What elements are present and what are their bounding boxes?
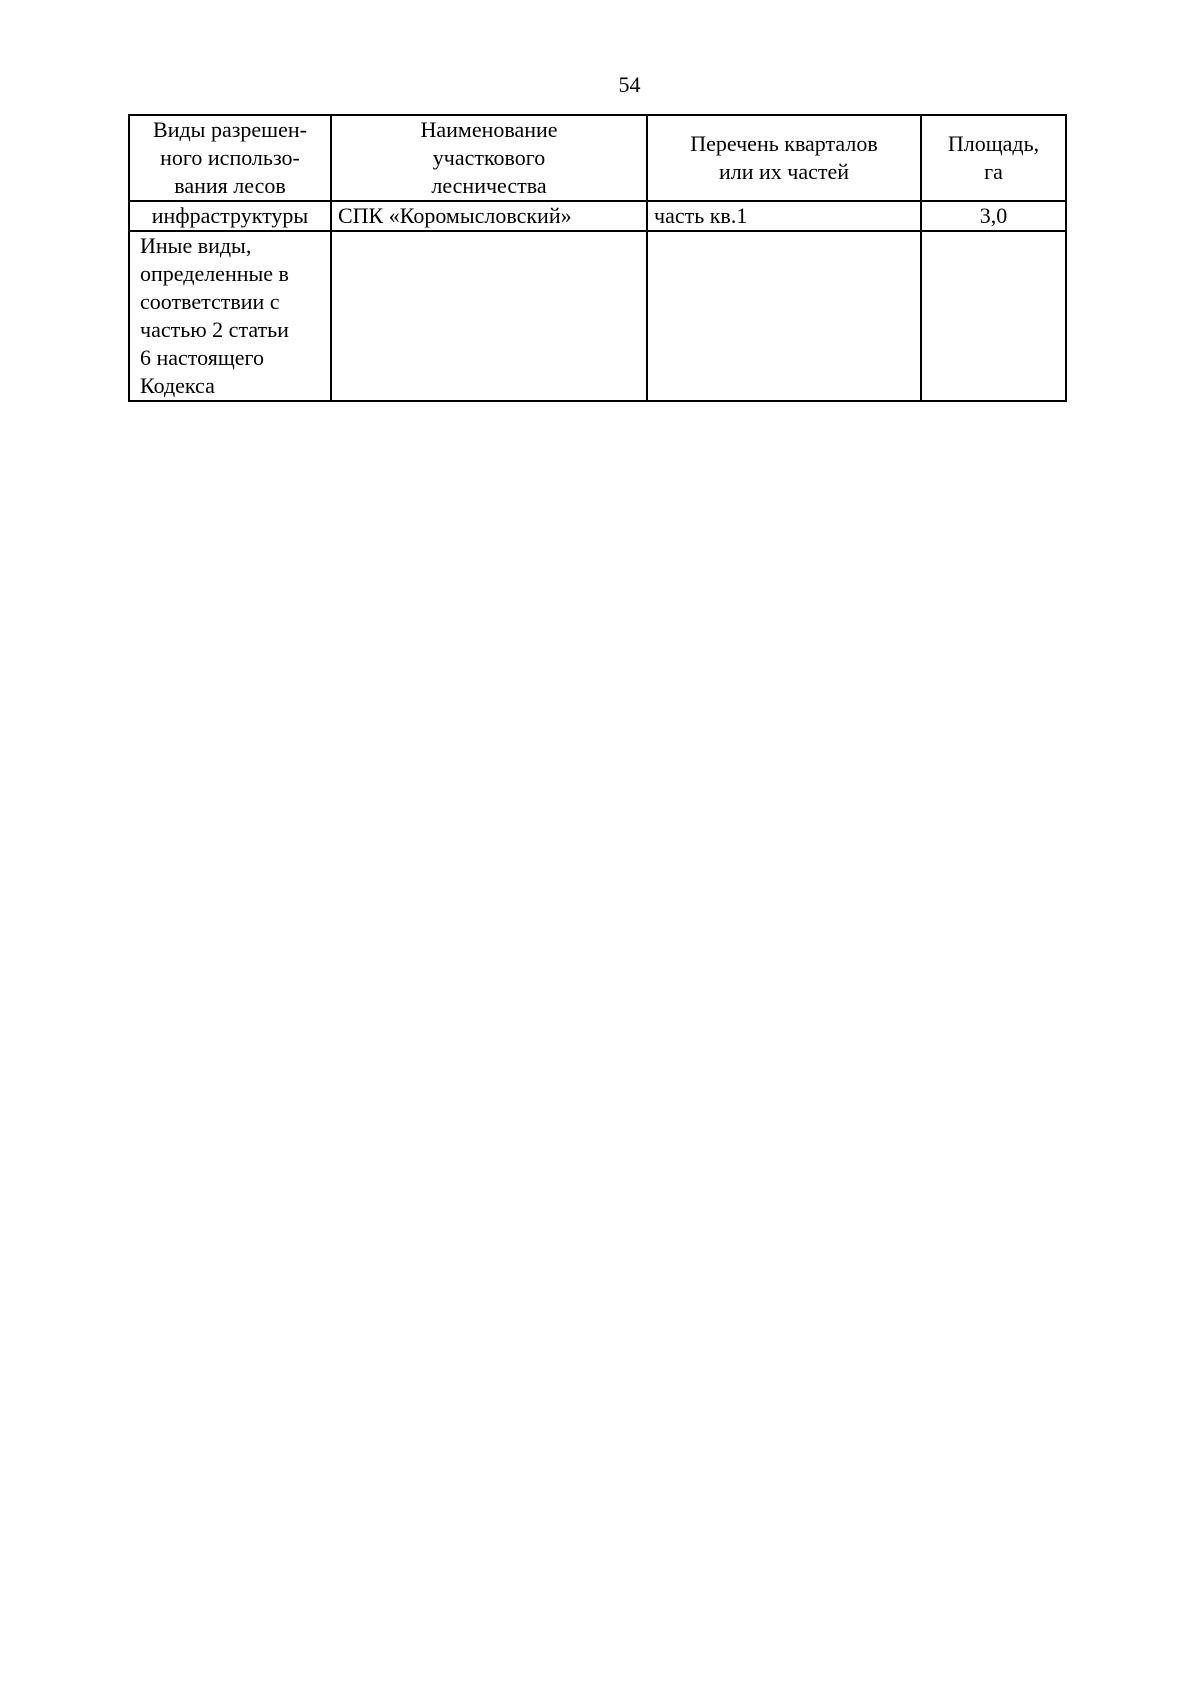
cell-area: 3,0 (921, 201, 1066, 231)
header-line: участкового (432, 145, 546, 170)
header-forestry-name (331, 115, 647, 201)
cell-line: определенные в (140, 261, 289, 286)
cell-forestry-name: СПК «Коромысловский» (331, 201, 647, 231)
cell-line: Кодекса (140, 373, 215, 398)
header-line: Наименование (420, 117, 558, 142)
cell-area (921, 231, 1066, 401)
cell-line: частью 2 статьи (140, 317, 289, 342)
header-line: га (984, 159, 1003, 184)
header-line: Площадь, (947, 131, 1040, 156)
header-use-type (129, 115, 331, 201)
header-line: вания лесов (174, 173, 286, 198)
cell-line: Иные виды, (140, 233, 252, 258)
header-line: Виды разрешен- (153, 117, 307, 142)
forest-use-table (128, 114, 1067, 402)
header-line: Перечень кварталов (690, 131, 878, 156)
page-number: 54 (618, 72, 641, 97)
header-line: или их частей (718, 159, 850, 184)
cell-use-type: инфраструктуры (129, 201, 331, 231)
cell-line: соответствии с (140, 289, 280, 314)
header-quarters-list (647, 115, 921, 201)
cell-forestry-name (331, 231, 647, 401)
table-row (129, 201, 1066, 231)
header-area (921, 115, 1066, 201)
header-line: лесничества (431, 173, 547, 198)
cell-quarters (647, 231, 921, 401)
header-line: ного использо- (160, 145, 300, 170)
cell-quarters: часть кв.1 (647, 201, 921, 231)
table-header-row (129, 115, 1066, 201)
cell-use-type (129, 231, 331, 401)
cell-line: 6 настоящего (140, 345, 265, 370)
table-row (129, 231, 1066, 401)
